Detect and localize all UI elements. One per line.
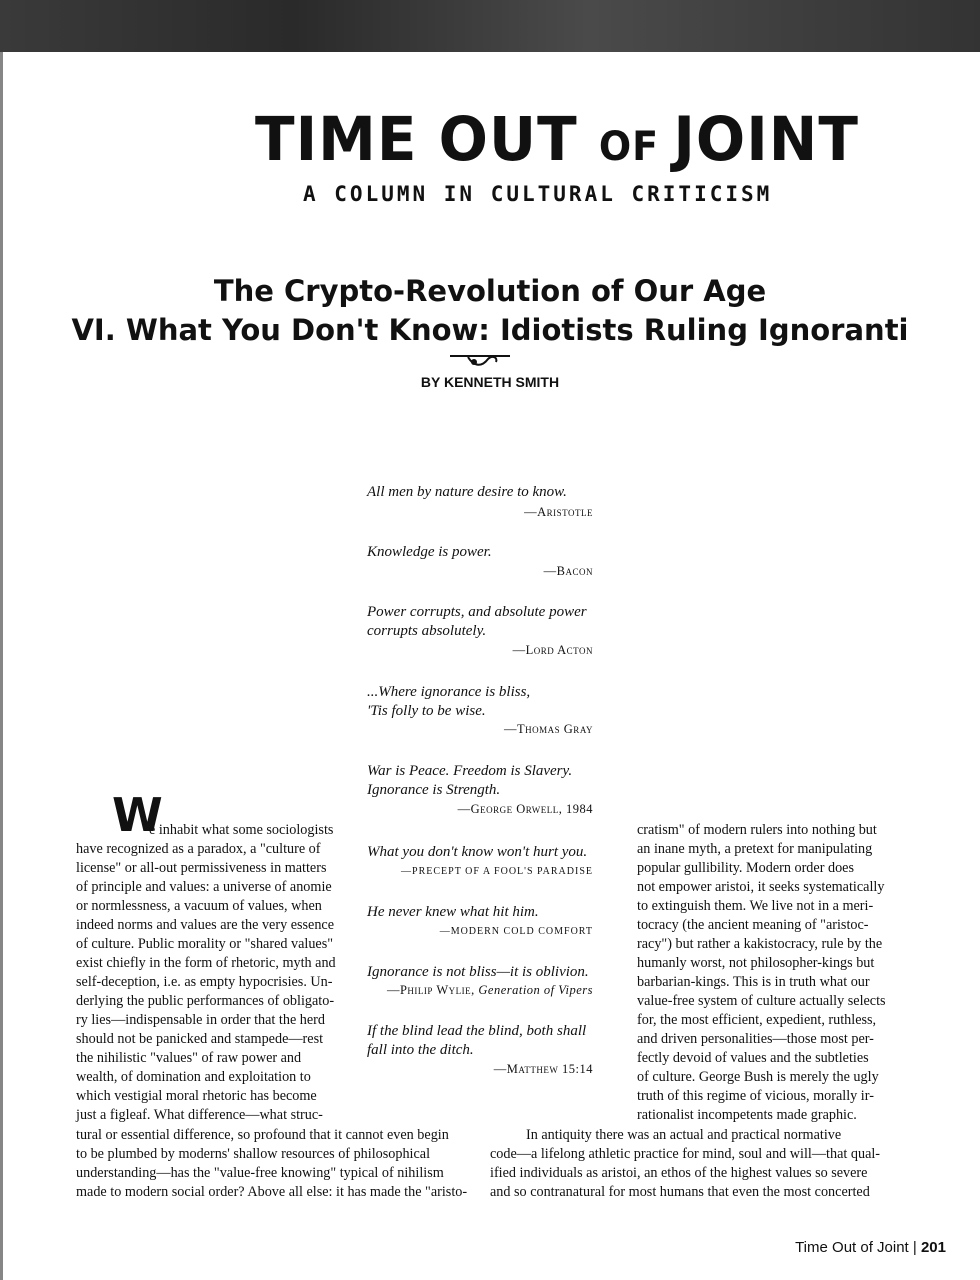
epigraph-quote: Power corrupts, and absolute power corrupts absolutely. xyxy=(367,604,587,639)
body-text-line: tocracy (the ancient meaning of "aristoc- xyxy=(637,917,869,933)
body-text-line: of principle and values: a universe of anomie xyxy=(76,879,332,895)
body-text-line: derlying the public performances of obligato- xyxy=(76,993,335,1009)
body-text-line: ified individuals as aristoi, an ethos of the highest values so severe xyxy=(490,1165,868,1181)
epigraph-attribution: —PRECEPT OF A FOOL'S PARADISE xyxy=(401,866,593,877)
body-text-line: barbarian-kings. This is in truth what our xyxy=(637,974,870,990)
body-text-line: ry lies—indispensable in order that the herd xyxy=(76,1012,326,1028)
page-number: 201 xyxy=(920,1239,946,1256)
body-text-line: tural or essential difference, so profound that it cannot even begin xyxy=(76,1127,449,1143)
body-text-line: understanding—has the "value-free knowing" typical of nihilism xyxy=(76,1165,444,1181)
body-text-line: exist chiefly in the form of rhetoric, myth and xyxy=(76,955,336,971)
epigraph-quote: War is Peace. Freedom is Slavery. Ignorance is Strength. xyxy=(367,763,573,798)
epigraph-attribution: —Thomas Gray xyxy=(504,722,593,736)
body-text-line: code—a lifelong athletic practice for mind, soul and will—that qual- xyxy=(490,1146,881,1162)
body-text-line: truth of this regime of vicious, morally ir- xyxy=(637,1088,874,1104)
epigraph-attribution: —MODERN COLD COMFORT xyxy=(439,926,593,937)
ornament-divider-icon xyxy=(448,351,512,369)
body-text-line: cratism" of modern rulers into nothing but xyxy=(637,822,877,838)
body-text-line: popular gullibility. Modern order does xyxy=(637,860,854,876)
body-left-column xyxy=(76,821,338,1125)
body-text-line: e inhabit what some sociologists xyxy=(149,822,334,838)
body-right-bottom xyxy=(490,1126,890,1202)
epigraph-quote: Knowledge is power. xyxy=(367,544,492,560)
body-text-line: of culture. Public morality or "shared values" xyxy=(76,936,334,952)
article-title-line-1: The Crypto-Revolution of Our Age xyxy=(213,274,767,308)
body-text-line: to be plumbed by moderns' shallow resources of philosophical xyxy=(76,1146,431,1162)
scanned-left-edge xyxy=(0,52,3,1280)
article-title-line-2: VI. What You Don't Know: Idiotists Ruling Ignoranti xyxy=(71,313,909,347)
body-text-line: of culture. George Bush is merely the ugly xyxy=(637,1069,879,1085)
epigraph-quote: Ignorance is not bliss—it is oblivion. xyxy=(367,964,589,980)
scanned-top-border xyxy=(0,0,980,52)
body-text-line: self-deception, i.e. as empty hypocrisies. Un- xyxy=(76,974,333,990)
body-text-line: and driven personalities—those most per- xyxy=(637,1031,874,1047)
epigraph-quote: He never knew what hit him. xyxy=(367,904,539,920)
body-text-line: for, the most efficient, expedient, ruthless, xyxy=(637,1012,877,1028)
epigraph-attribution: —Aristotle xyxy=(524,505,593,519)
body-text-line: rationalist incompetents made graphic. xyxy=(637,1107,857,1123)
page-footer: Time Out of Joint | 201 xyxy=(795,1239,946,1256)
body-text-line: should not be panicked and stampede—rest xyxy=(76,1031,324,1047)
body-text-line: and so contranatural for most humans that even the most concerted xyxy=(490,1184,870,1200)
epigraph-attribution: —Philip Wylie, Generation of Vipers xyxy=(386,983,593,997)
body-text-line: fectly devoid of values and the subtleties xyxy=(637,1050,869,1066)
masthead-title: TIME OUT OF JOINT xyxy=(255,103,859,175)
body-text-line: wealth, of domination and exploitation to xyxy=(76,1069,311,1085)
body-text-line: or normlessness, a vacuum of values, when xyxy=(76,898,322,914)
body-text-line: an inane myth, a pretext for manipulating xyxy=(637,841,873,857)
epigraph-quote: What you don't know won't hurt you. xyxy=(367,844,588,860)
epigraph-attribution: —Bacon xyxy=(543,564,593,578)
body-text-line: racy") but rather a kakistocracy, rule by the xyxy=(637,936,883,952)
body-text-line: have recognized as a paradox, a "culture of xyxy=(76,841,321,857)
epigraph-quote: ...Where ignorance is bliss, 'Tis folly to be wise. xyxy=(367,684,531,719)
body-text-line: indeed norms and values are the very essence xyxy=(76,917,335,933)
epigraph-attribution: —Matthew 15:14 xyxy=(493,1062,593,1076)
epigraph-attribution: —George Orwell, 1984 xyxy=(457,802,593,816)
epigraph-quote: All men by nature desire to know. xyxy=(367,484,567,500)
body-text-line: the nihilistic "values" of raw power and xyxy=(76,1050,302,1066)
byline: BY KENNETH SMITH xyxy=(420,374,560,390)
masthead-subtitle: A COLUMN IN CULTURAL CRITICISM xyxy=(303,182,773,206)
body-text-line: humanly worst, not philosopher-kings but xyxy=(637,955,875,971)
body-text-line: In antiquity there was an actual and practical normative xyxy=(526,1127,842,1143)
drop-cap: W xyxy=(112,788,163,842)
body-text-line: to extinguish them. We live not in a meri- xyxy=(637,898,874,914)
column-masthead xyxy=(255,103,859,220)
epigraph-quote: If the blind lead the blind, both shall fall into the ditch. xyxy=(367,1023,587,1058)
body-left-bottom xyxy=(76,1126,476,1202)
body-text-line: which vestigial moral rhetoric has become xyxy=(76,1088,317,1104)
body-text-line: license" or all-out permissiveness in matters xyxy=(76,860,327,876)
body-text-line: made to modern social order? Above all else: it has made the "aristo- xyxy=(76,1184,468,1200)
body-text-line: not empower aristoi, it seeks systematically xyxy=(637,879,885,895)
epigraph-attribution: —Lord Acton xyxy=(512,643,593,657)
body-right-column xyxy=(637,821,887,1125)
body-text-line: value-free system of culture actually selects xyxy=(637,993,886,1009)
body-text-line: just a figleaf. What difference—what struc- xyxy=(76,1107,323,1123)
